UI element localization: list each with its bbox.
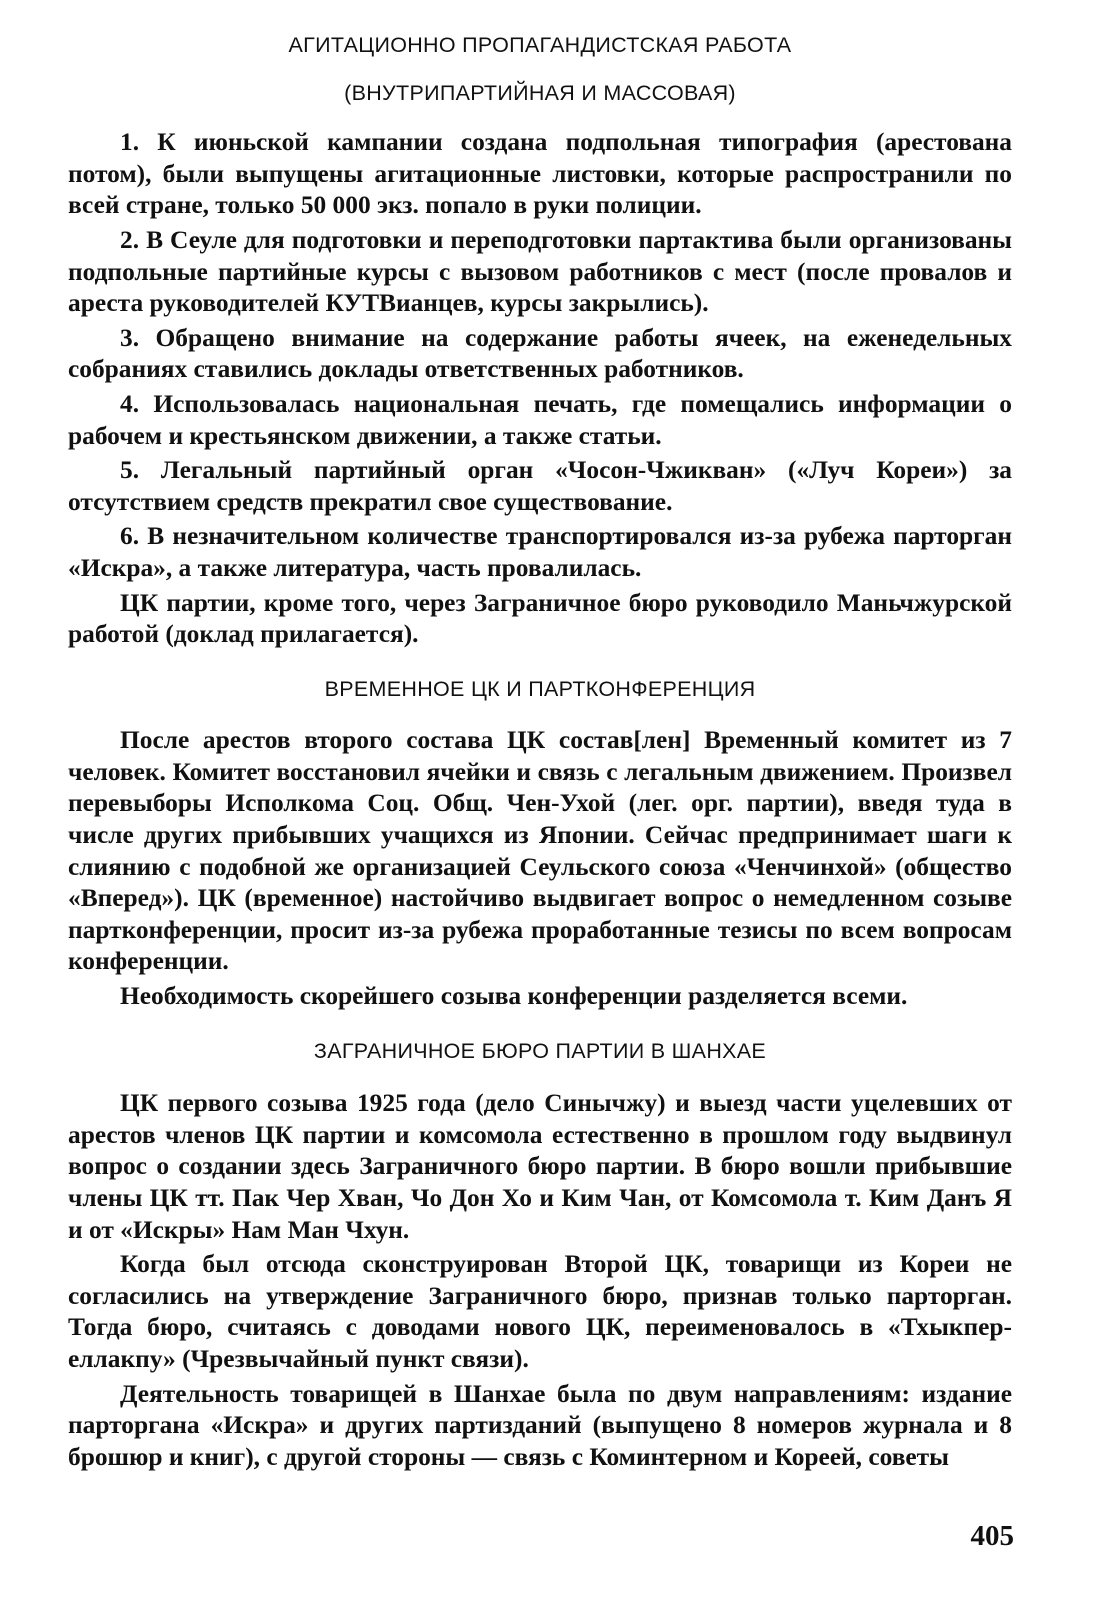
paragraph: 4. Использовалась национальная печать, где помещались информации о рабочем и крестьянском движении, а также статьи.	[68, 389, 1012, 450]
document-page	[68, 26, 1012, 1476]
section-temporary-cc-body	[68, 725, 1012, 1012]
paragraph: ЦК первого созыва 1925 года (дело Синычжу) и выезд части уцелевших от арестов членов ЦК партии и комсомола естественно в прошлом году выдвинул вопрос о создании здесь Заграничного бюро партии. В бюро вошли прибывшие члены ЦК тт. Пак Чер Хван, Чо Дон Хо и Ким Чан, от Комсомола т. Ким Данъ Я и от «Искры» Нам Ман Чхун.	[68, 1089, 1012, 1244]
paragraph: 3. Обращено внимание на содержание работы ячеек, на еженедельных собраниях ставились доклады ответственных работников.	[68, 323, 1012, 384]
paragraph: Деятельность товарищей в Шанхае была по двум направлениям: издание парторгана «Искра» и других партизданий (выпущено 8 номеров журнала и 8 брошюр и книг), с другой стороны — связь с Коминтерном и Кореей, советы	[68, 1379, 1012, 1471]
section-heading-temporary-cc: ВРЕМЕННОЕ ЦК И ПАРТКОНФЕРЕНЦИЯ	[324, 676, 756, 701]
paragraph: 6. В незначительном количестве транспортировался из-за рубежа парторган «Искра», а также литература, часть провалилась.	[68, 522, 1012, 582]
page-number: 405	[970, 1520, 1014, 1552]
paragraph: ЦК партии, кроме того, через Заграничное бюро руководило Маньчжурской работой (доклад прилагается).	[68, 588, 1012, 649]
paragraph: После арестов второго состава ЦК состав[лен] Временный комитет из 7 человек. Комитет восстановил ячейки и связь с легальным движением. Произвел перевыборы Исполкома Соц. Общ. Чен-Ухой (лег. орг. партии), введя туда в числе других прибывших учащихся из Японии. Сейчас предпринимает шаги к слиянию с подобной же организацией Сеульского союза «Ченчинхой» (общество «Вперед»). ЦК (временное) настойчиво выдвигает вопрос о немедленном созыве партконференции, просит из-за рубежа проработанные тезисы по всем вопросам конференции.	[68, 726, 1012, 976]
section-agitation-body	[68, 127, 1012, 651]
section-heading-foreign-bureau: ЗАГРАНИЧНОЕ БЮРО ПАРТИИ В ШАНХАЕ	[313, 1038, 767, 1063]
paragraph: Необходимость скорейшего созыва конференции разделяется всеми.	[120, 982, 908, 1011]
paragraph: 2. В Сеуле для подготовки и переподготовки партактива были организованы подпольные партийные курсы с вызовом работников с мест (после провалов и ареста руководителей КУТВианцев, курсы закрылись).	[68, 225, 1012, 318]
document-title: АГИТАЦИОННО ПРОПАГАНДИСТСКАЯ РАБОТА	[288, 33, 792, 57]
section-foreign-bureau-body	[68, 1088, 1012, 1473]
paragraph: 1. К июньской кампании создана подпольная типография (арестована потом), были выпущены агитационные листовки, которые распространили по всей стране, только 50 000 экз. попало в руки полиции.	[68, 128, 1012, 220]
document-subtitle: (ВНУТРИПАРТИЙНАЯ И МАССОВАЯ)	[344, 80, 736, 105]
paragraph: Когда был отсюда сконструирован Второй ЦК, товарищи из Кореи не согласились на утверждение Заграничного бюро, признав только парторган. Тогда бюро, считаясь с доводами нового ЦК, переименовалось в «Тхыкпер-еллакпу» (Чрезвычайный пункт связи).	[68, 1250, 1012, 1373]
paragraph: 5. Легальный партийный орган «Чосон-Чжикван» («Луч Кореи») за отсутствием средств прекратил свое существование.	[68, 456, 1012, 516]
